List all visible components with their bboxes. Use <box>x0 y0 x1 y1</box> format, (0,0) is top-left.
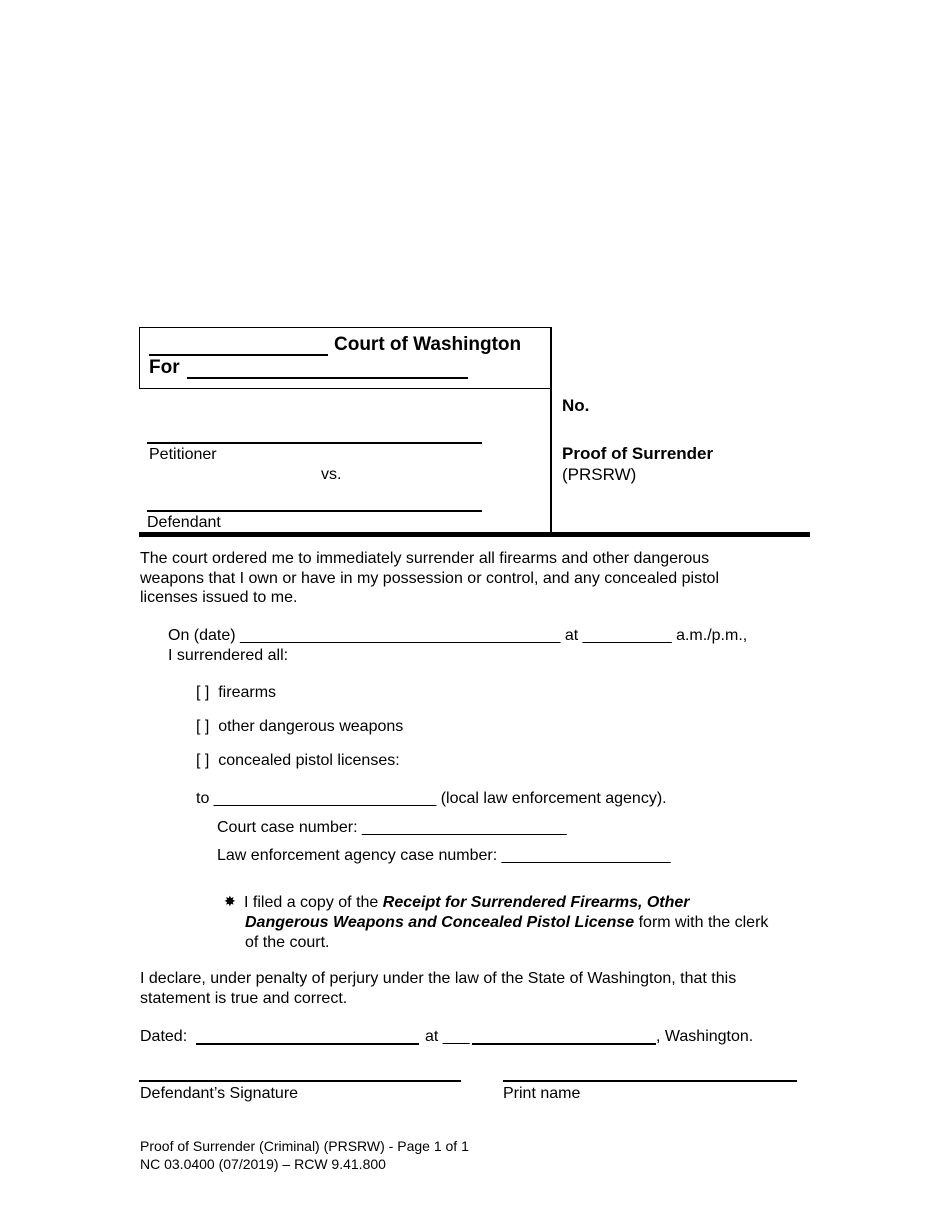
option-other-dangerous-weapons[interactable] <box>196 717 403 736</box>
checkbox[interactable]: [ ] <box>196 684 210 701</box>
agency-label: (local law enforcement agency). <box>440 790 667 807</box>
intro-line-2: weapons that I own or have in my possession or control, and any concealed pistol <box>140 569 719 587</box>
dated-label: Dated: <box>140 1028 188 1045</box>
dated-field[interactable] <box>196 1043 419 1045</box>
receipt-line-1 <box>244 893 690 912</box>
on-date-row <box>168 626 747 645</box>
petitioner-label: Petitioner <box>149 446 217 463</box>
receipt-form-title-2: Dangerous Weapons and Concealed Pistol License <box>245 914 635 931</box>
court-name-line <box>149 354 328 356</box>
on-date-label: On (date) <box>168 627 236 644</box>
to-label: to <box>196 790 210 807</box>
court-case-field[interactable]: _______________________ <box>361 819 567 836</box>
court-case-row <box>217 818 567 837</box>
place-field[interactable] <box>472 1043 656 1045</box>
declaration-line-2: statement is true and correct. <box>140 989 348 1007</box>
at-label: at <box>564 627 579 644</box>
caption-bottom-rule <box>139 532 810 537</box>
defendant-line <box>147 510 482 512</box>
agency-row <box>196 789 667 808</box>
agency-field[interactable]: _________________________ <box>213 790 437 807</box>
receipt-line-2 <box>245 913 768 932</box>
print-name-label: Print name <box>503 1085 581 1102</box>
signature-line[interactable] <box>139 1080 461 1082</box>
ampm-label: a.m./p.m., <box>676 627 748 644</box>
receipt-suffix: form with the clerk <box>638 914 769 931</box>
le-case-field[interactable]: ___________________ <box>501 847 671 864</box>
intro-line-1: The court ordered me to immediately surrender all firearms and other dangerous <box>140 550 710 567</box>
intro-paragraph <box>140 549 719 608</box>
defendant-label: Defendant <box>147 514 221 531</box>
receipt-form-title-1: Receipt for Surrendered Firearms, Other <box>382 894 690 911</box>
county-line <box>187 377 468 379</box>
checkbox[interactable]: [ ] <box>196 718 210 735</box>
on-date-field[interactable]: ____________________________________ <box>240 627 561 644</box>
vs-label: vs. <box>321 466 342 483</box>
defendant-signature-label: Defendant’s Signature <box>140 1085 299 1102</box>
washington-label: , Washington. <box>656 1028 754 1045</box>
time-field[interactable]: __________ <box>582 627 672 644</box>
receipt-prefix: I filed a copy of the <box>244 894 379 911</box>
footer-line-2: NC 03.0400 (07/2019) – RCW 9.41.800 <box>140 1156 386 1172</box>
option-concealed-pistol-licenses[interactable] <box>196 751 400 770</box>
at-underscore: ___ <box>442 1028 470 1045</box>
for-label: For <box>149 357 180 378</box>
print-name-line[interactable] <box>503 1080 797 1082</box>
case-no-label: No. <box>562 396 590 415</box>
form-code: (PRSRW) <box>562 465 637 484</box>
footer-line-1: Proof of Surrender (Criminal) (PRSRW) - Page 1 of 1 <box>140 1138 469 1154</box>
option-label: firearms <box>218 684 277 701</box>
receipt-line-3: of the court. <box>245 934 330 951</box>
checkbox[interactable]: [ ] <box>196 752 210 769</box>
declaration-at-label: at ___ <box>425 1028 470 1045</box>
intro-line-3: licenses issued to me. <box>140 589 298 606</box>
option-label: other dangerous weapons <box>218 718 404 735</box>
le-case-row <box>217 846 671 865</box>
option-firearms[interactable] <box>196 683 276 702</box>
court-of-washington-label: Court of Washington <box>334 334 522 355</box>
court-case-label: Court case number: <box>217 819 358 836</box>
le-case-label: Law enforcement agency case number: <box>217 847 498 864</box>
petitioner-line <box>147 442 482 444</box>
surrendered-all-label: I surrendered all: <box>168 647 289 664</box>
starburst-bullet-icon: ✸ <box>224 893 236 909</box>
option-label: concealed pistol licenses: <box>218 752 400 769</box>
declaration-line-1: I declare, under penalty of perjury under the law of the State of Washington, that this <box>140 970 737 987</box>
form-title: Proof of Surrender <box>562 444 714 463</box>
caption-divider-vertical <box>550 327 552 533</box>
declaration-paragraph <box>140 969 736 1008</box>
